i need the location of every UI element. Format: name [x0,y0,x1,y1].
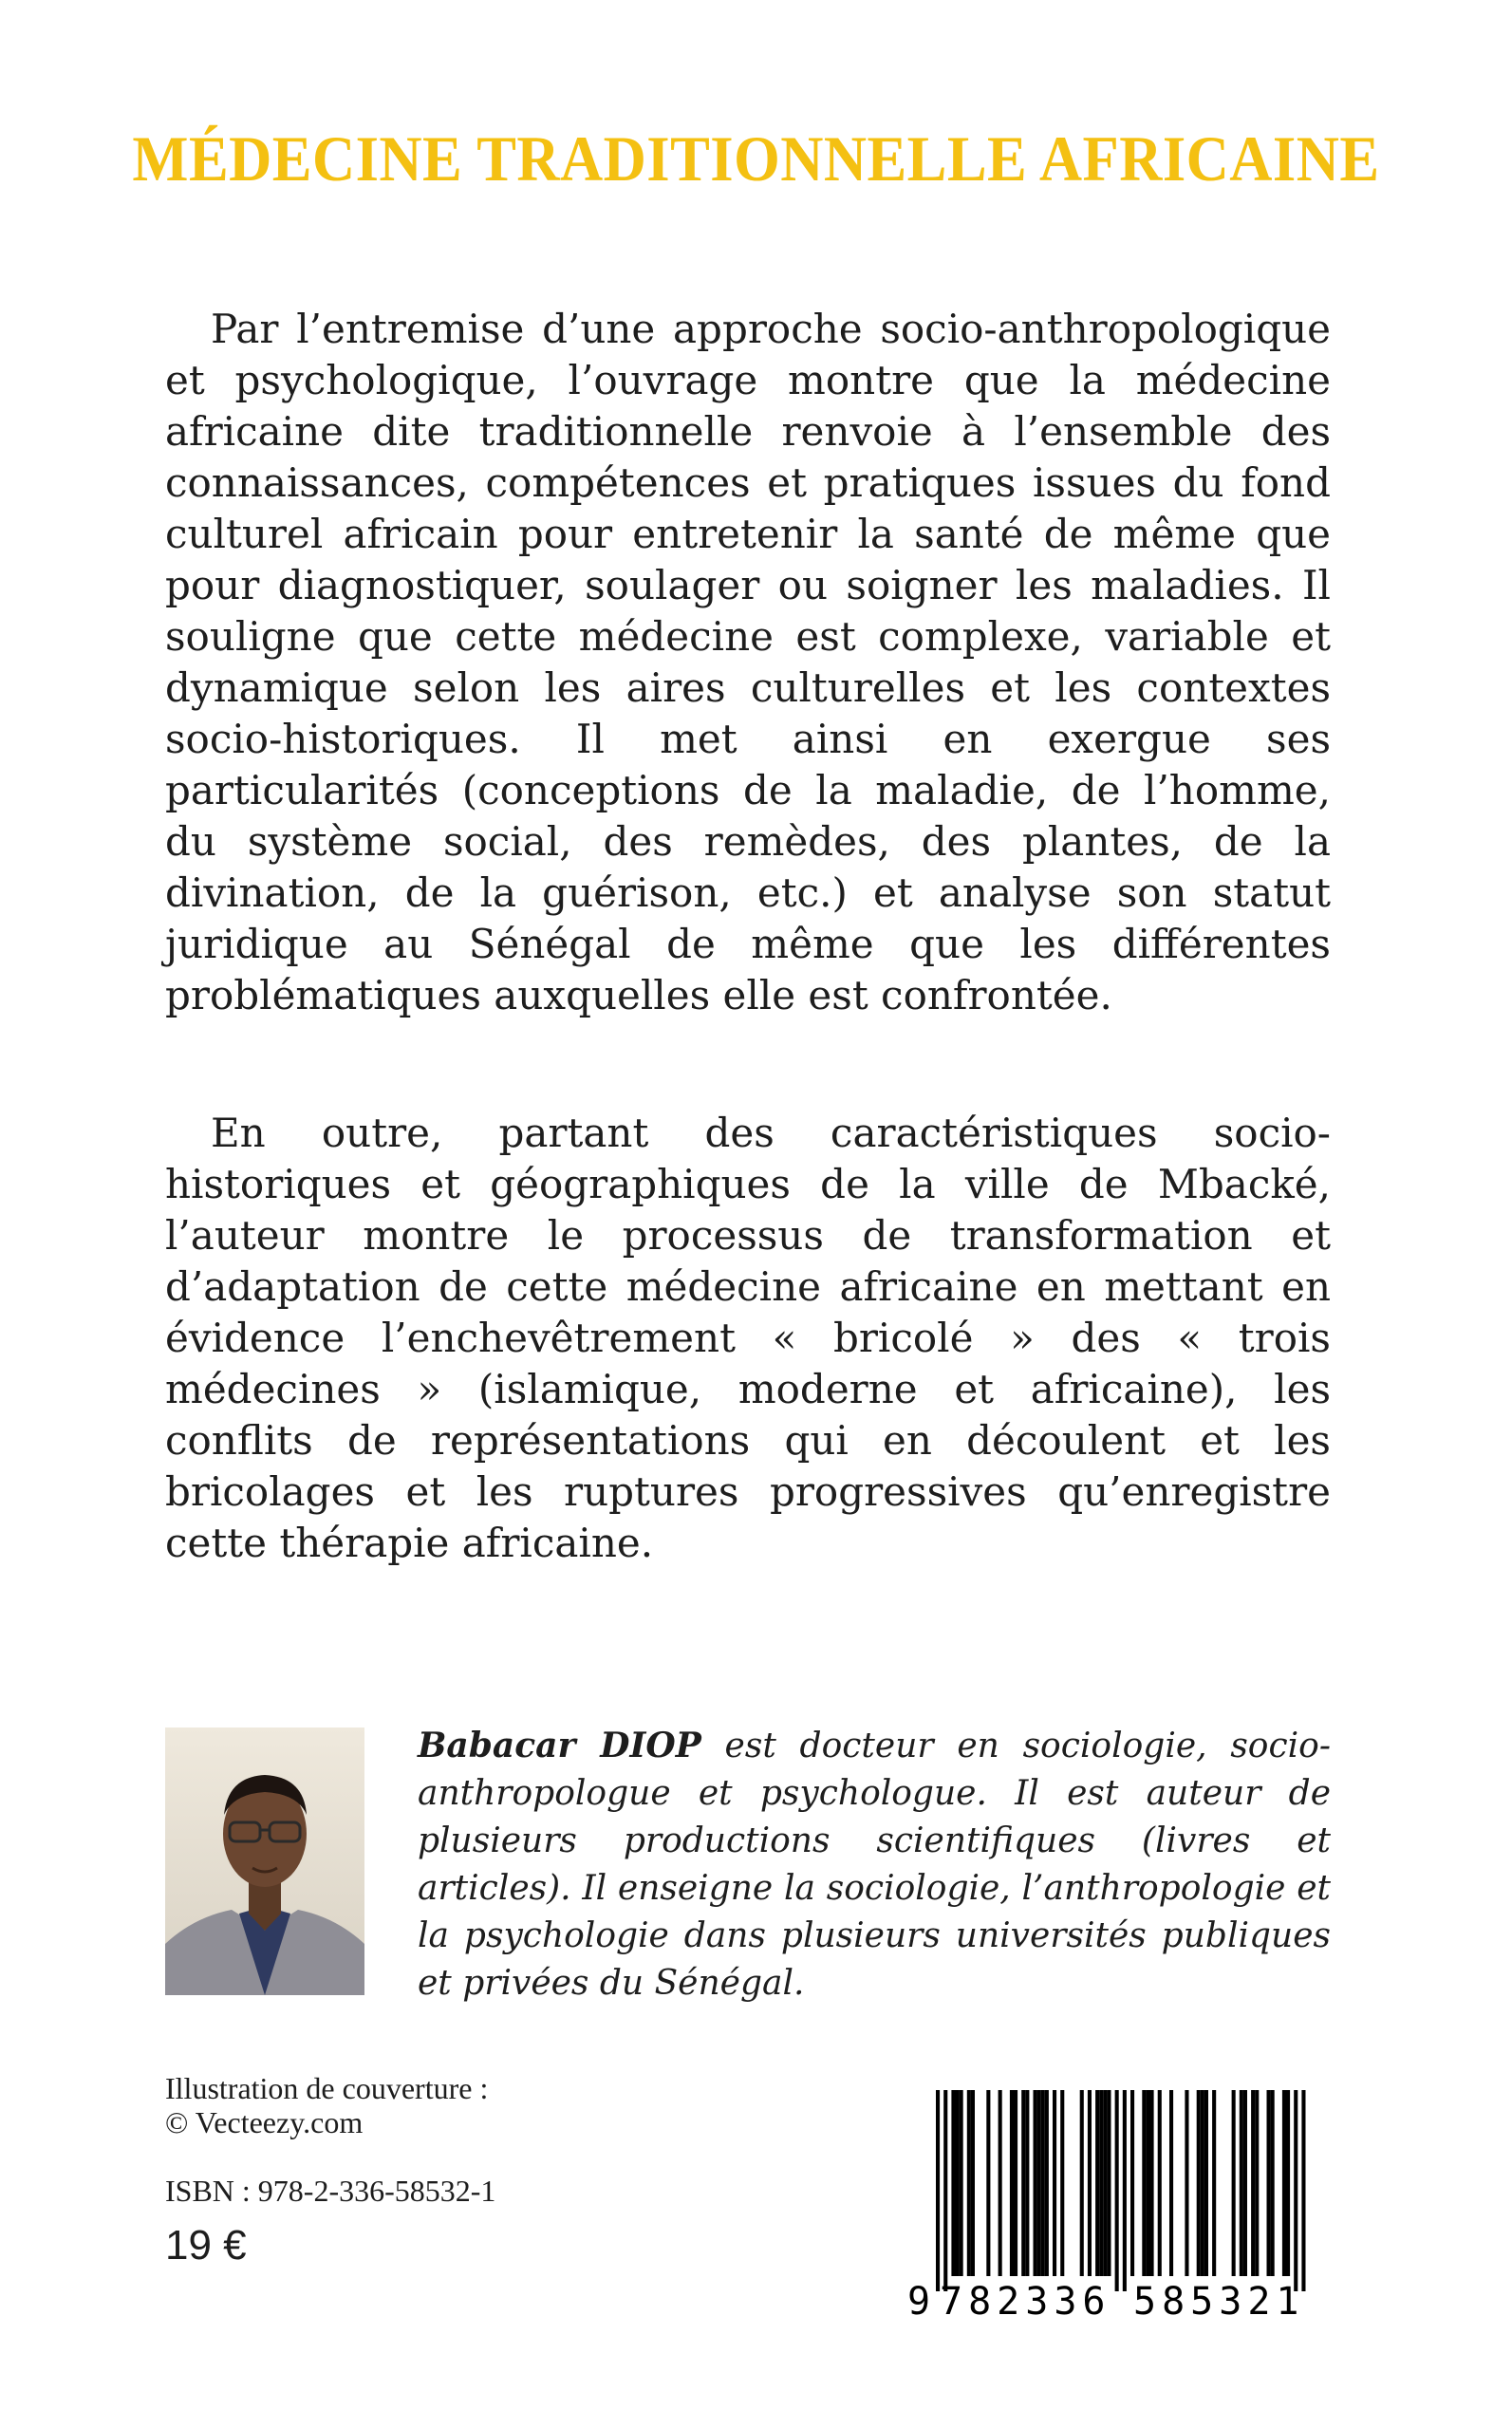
barcode-bar [1232,2090,1236,2276]
blurb-paragraph-2: En outre, partant des caractéristiques socio-historiques et géographiques de la ville de Mbacké, l’auteur montre le processus de transformation et d’adaptation de cette médecine africaine en mettant en évidence l’enchevêtrement « bricolé » des « trois médecines » (islamique, moderne et africaine), les conflits de représentations qui en découlent et les bricolages et les ruptures progressives qu’enregistre cette thérapie africaine. [165,1110,1331,1566]
barcode-bar [1060,2090,1064,2276]
barcode-bar [1294,2090,1297,2291]
barcode-digits-group-1: 782336 [940,2280,1111,2320]
book-title: MÉDECINE TRADITIONNELLE AFRICAINE [132,122,1380,195]
barcode-bar [1158,2090,1162,2276]
barcode-bar [971,2090,975,2276]
barcode-bar [1080,2090,1084,2276]
barcode-bar [1095,2090,1099,2276]
barcode-bar [1021,2090,1025,2276]
barcode-bar [1301,2090,1305,2291]
barcode-bar [1243,2090,1247,2276]
barcode-bar [1045,2090,1049,2276]
barcode-bar [1103,2090,1107,2276]
barcode-bar [1286,2090,1290,2276]
author-bio [418,1722,1331,2008]
barcode-bar [1185,2090,1188,2276]
barcode-bar [1099,2090,1103,2276]
blurb-paragraph-1: Par l’entremise d’une approche socio-anthropologique et psychologique, l’ouvrage montre que la médecine africaine dite traditionnelle renvoie à l’ensemble des connaissances, compétences et pratiques issues du fond culturel africain pour entretenir la santé de même que pour diagnostiquer, soulager ou soigner les maladies. Il souligne que cette médecine est complexe, variable et dynamique selon les aires culturelles et les contextes socio-historiques. Il met ainsi en exergue ses particularités (conceptions de la maladie, de l’homme, du système social, des remèdes, des plantes, de la divination, de la guérison, etc.) et analyse son statut juridique au Sénégal de même que les différentes problématiques auxquelles elle est confrontée. [165,306,1331,1018]
barcode-bar [1041,2090,1045,2276]
barcode-bar [986,2090,990,2276]
barcode-bar [1014,2090,1017,2276]
barcode-bar [967,2090,971,2276]
isbn-label: ISBN : 978-2-336-58532-1 [165,2174,496,2208]
barcode-bar [1107,2090,1111,2276]
credits-line-2: © Vecteezy.com [165,2105,364,2139]
barcode-bar [1201,2090,1204,2276]
barcode-bar [999,2090,1002,2276]
price-label: 19 € [165,2222,247,2269]
barcode-bar [943,2090,947,2291]
credits-line-1: Illustration de couverture : [165,2071,489,2105]
barcode-bar [1037,2090,1041,2276]
barcode-bar [1267,2090,1271,2276]
barcode-bar [1251,2090,1255,2276]
barcode-digit-first: 9 [907,2280,931,2320]
barcode-bar [1150,2090,1154,2276]
barcode-bar [1053,2090,1056,2276]
cover-credits [165,2071,488,2139]
barcode-bar [1255,2090,1259,2276]
barcode-bar [1034,2090,1037,2276]
barcode-bar [1169,2090,1173,2276]
barcode-bar [1282,2090,1286,2276]
barcode-bar [951,2090,955,2276]
barcode-bar [1088,2090,1092,2276]
barcode-bar [1010,2090,1014,2276]
barcode-bar [936,2090,940,2291]
author-photo [165,1727,364,1995]
barcode-bar [1212,2090,1216,2276]
barcode-digits-group-2: 585321 [1133,2280,1305,2320]
author-bio-text: est docteur en sociologie, socio-anthropologue et psychologue. Il est auteur de plusieurs productions scientifiques (livres et articles). Il enseigne la sociologie, l’anthropologie et la psychologie dans plusieurs universités publiques et privées du Sénégal. [418,1727,1331,2003]
barcode-bar [1025,2090,1029,2276]
barcode-bar [1130,2090,1134,2276]
barcode-bar [1197,2090,1201,2276]
barcode-bar [1142,2090,1146,2276]
barcode [902,2086,1338,2320]
barcode-bar [1240,2090,1243,2276]
barcode-bar [1146,2090,1149,2276]
barcode-bar [1115,2090,1119,2291]
barcode-bar [1204,2090,1208,2276]
barcode-bar [1123,2090,1127,2291]
barcode-bar [956,2090,960,2276]
barcode-bar [960,2090,963,2276]
barcode-bar [1271,2090,1275,2276]
author-name: Babacar DIOP [418,1726,701,1765]
